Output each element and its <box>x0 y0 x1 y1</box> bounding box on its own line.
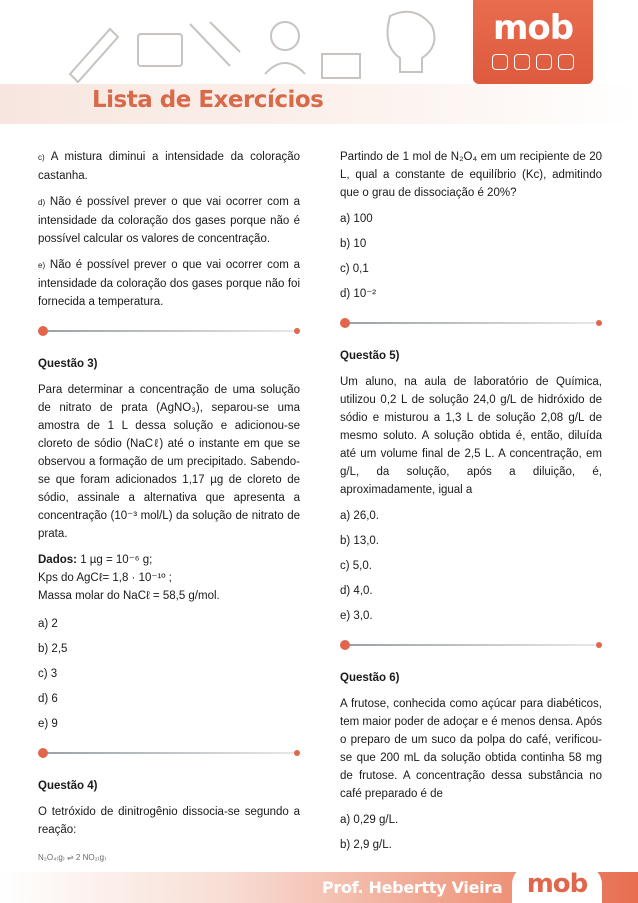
option-letter: e) <box>38 261 46 270</box>
lightbulb-icon <box>558 54 574 70</box>
question-6-heading: Questão 6) <box>340 672 400 684</box>
data-line-1: 1 µg = 10⁻⁶ g; <box>80 554 153 566</box>
logo-text: mob <box>492 8 574 48</box>
data-label: Dados: <box>38 554 77 566</box>
question-5-option-a: a) 26,0. <box>340 510 379 522</box>
battery-doodle-icon <box>138 34 182 66</box>
books-doodle-icon <box>322 54 360 78</box>
question-6-text: A frutose, conhecida como açúcar para diabéticos, tem maior poder de adoçar e é menos densa. Após o preparo de um suco da polpa do café, verificou-se que 200 mL da solução obtida continha 58 mg de frutose. A concentração dessa substância no café preparado é de <box>340 698 602 800</box>
question-3-option-b: b) 2,5 <box>38 643 68 655</box>
data-line-3: Massa molar do NaCℓ = 58,5 g/mol. <box>38 590 220 602</box>
question-4-option-c: c) 0,1 <box>340 263 369 275</box>
section-divider <box>38 325 300 337</box>
option-text: A mistura diminui a intensidade da coloração castanha. <box>38 151 301 182</box>
left-column <box>38 148 300 867</box>
reaction-equation: N₂O₄₍g₎ ⇌ 2 NO₂₍g₎ <box>38 853 107 862</box>
option-text: Não é possível prever o que vai ocorrer com a intensidade da coloração dos gases porque não é possível calcular os valores de concentração. <box>38 196 300 245</box>
page-footer <box>0 866 638 903</box>
question-5-option-b: b) 13,0. <box>340 535 379 547</box>
question-3-heading: Questão 3) <box>38 358 98 370</box>
pencil-doodle-icon <box>70 29 118 82</box>
data-line-2: Kps do AgCℓ= 1,8 · 10⁻¹º ; <box>38 572 172 584</box>
section-divider <box>340 317 602 329</box>
question-4-text: O tetróxido de dinitrogênio dissocia-se segundo a reação: <box>38 806 300 836</box>
scientist-icon <box>536 54 552 70</box>
right-column <box>340 148 602 861</box>
lightbulb-doodle-icon <box>388 12 435 72</box>
question-4-heading: Questão 4) <box>38 780 98 792</box>
scientist-doodle-icon <box>271 22 299 50</box>
mob-logo <box>473 0 593 84</box>
question-5-option-d: d) 4,0. <box>340 585 373 597</box>
header-doodles <box>60 4 460 86</box>
question-5-option-e: e) 3,0. <box>340 610 373 622</box>
question-3-option-c: c) 3 <box>38 668 58 680</box>
option-d <box>38 193 300 248</box>
question-3-data <box>38 551 300 605</box>
option-e <box>38 256 300 311</box>
arrows-doodle-icon <box>190 22 240 66</box>
question-4-option-d: d) 10⁻² <box>340 288 377 300</box>
logo-icon-row <box>489 54 577 72</box>
question-3-option-e: e) 9 <box>38 718 58 730</box>
option-c <box>38 148 300 185</box>
footer-author: Prof. Hebertty Vieira <box>322 878 503 897</box>
page-header <box>0 0 638 128</box>
question-4-option-b: b) 10 <box>340 238 367 250</box>
footer-logo-text: mob <box>526 869 588 899</box>
question-3-option-d: d) 6 <box>38 693 58 705</box>
page-title: Lista de Exercícios <box>92 87 324 113</box>
option-letter: d) <box>38 198 46 207</box>
section-divider <box>38 747 300 759</box>
question-4-continued: Partindo de 1 mol de N₂O₄ em um recipiente de 20 L, qual a constante de equilíbrio (Kc), admitindo que o grau de dissociação é 20%? <box>340 151 602 199</box>
question-3-option-a: a) 2 <box>38 618 58 630</box>
question-6-option-a: a) 0,29 g/L. <box>340 814 399 826</box>
question-3-text: Para determinar a concentração de uma solução de nitrato de prata (AgNO₃), separou-se uma amostra de 1 L dessa solução e adicionou-se cloreto de sódio (NaCℓ) até o instante em que se observou a formação de um precipitado. Sabendo-se que foram adicionados 1,17 µg de cloreto de sódio, assinale a alternativa que apresenta a concentração (10⁻³ mol/L) da solução de nitrato de prata. <box>38 384 300 540</box>
option-letter: c) <box>38 153 45 162</box>
question-6-option-b: b) 2,9 g/L. <box>340 839 392 851</box>
pencil-icon <box>492 54 508 70</box>
section-divider <box>340 639 602 651</box>
question-5-text: Um aluno, na aula de laboratório de Química, utilizou 0,2 L de solução 24,0 g/L de hidróxido de sódio e misturou a 1,3 L de solução 2,08 g/L de mesmo soluto. A solução obtida é, então, diluída até um volume final de 2,5 L. A concentração, em g/L, da solução, após a diluição, é, aproximadamente, igual a <box>340 376 602 496</box>
question-5-option-c: c) 5,0. <box>340 560 372 572</box>
question-5-heading: Questão 5) <box>340 350 400 362</box>
question-4-option-a: a) 100 <box>340 213 373 225</box>
test-tube-icon <box>514 54 530 70</box>
option-text: Não é possível prever o que vai ocorrer com a intensidade da coloração dos gases porque não foi fornecida a temperatura. <box>38 259 300 308</box>
footer-logo <box>512 866 602 903</box>
